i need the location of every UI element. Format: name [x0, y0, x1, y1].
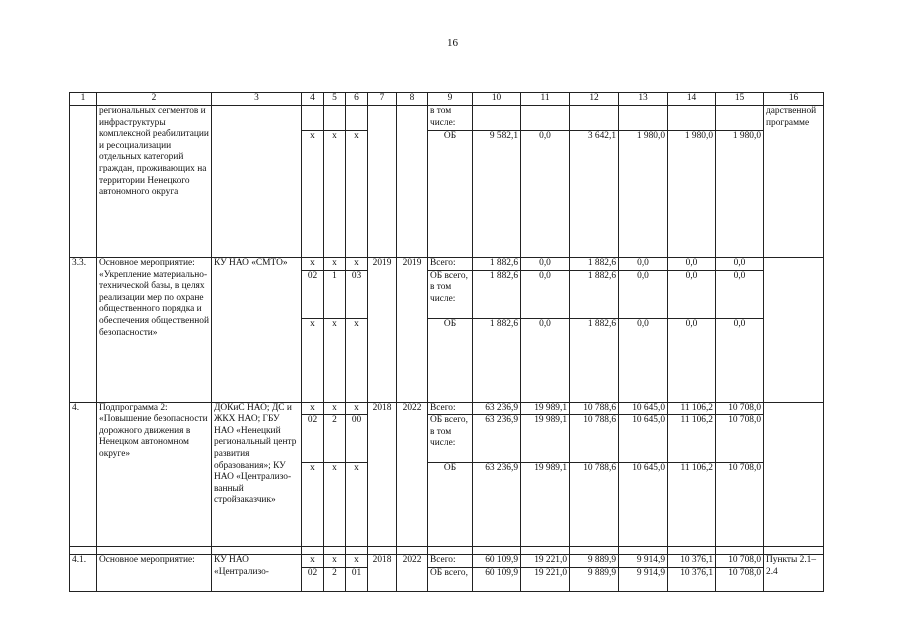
activity-name: региональных сегментов и инфраструктуры комплексной реабилитации и ресоциализации отдельных категорий граждан, проживающих на территории Ненецкого автономного округа: [97, 106, 212, 258]
header-cell: 8: [397, 93, 428, 106]
value-cell: 10 788,6: [570, 463, 619, 547]
note-cell: Пункты 2.1–2.4: [764, 555, 824, 592]
code-cell: х: [302, 463, 324, 547]
value-cell: 0,0: [619, 258, 668, 271]
code-cell: х: [324, 555, 346, 568]
row-number: 4.1.: [70, 555, 97, 592]
value-cell: 19 989,1: [521, 402, 570, 415]
value-cell: 60 109,9: [473, 567, 521, 591]
value-cell: 1 980,0: [668, 131, 716, 258]
value-cell: 9 889,9: [570, 555, 619, 568]
source-label: ОБ: [428, 463, 473, 547]
value-cell: 63 236,9: [473, 402, 521, 415]
value-cell: 10 788,6: [570, 402, 619, 415]
code-cell: х: [346, 555, 368, 568]
value-cell: 0,0: [668, 258, 716, 271]
year-start: 2018: [368, 555, 397, 592]
code-cell: 01: [346, 567, 368, 591]
source-label: ОБ всего, в том числе:: [428, 415, 473, 463]
header-cell: 7: [368, 93, 397, 106]
executor-cell: ДОКиС НАО; ДС и ЖКХ НАО; ГБУ НАО «Ненецкий региональный центр развития образования»; КУ НАО «Централизо- ванный стройзаказчик»: [212, 402, 302, 547]
code-cell: х: [346, 463, 368, 547]
code-cell: х: [324, 402, 346, 415]
value-cell: 10 708,0: [716, 415, 764, 463]
source-label: ОБ всего, в том числе:: [428, 270, 473, 318]
value-cell: 10 376,1: [668, 567, 716, 591]
header-cell: 9: [428, 93, 473, 106]
value-cell: 1 980,0: [619, 131, 668, 258]
source-label: ОБ всего,: [428, 567, 473, 591]
code-cell: х: [346, 318, 368, 402]
code-cell: 03: [346, 270, 368, 318]
table-row: [70, 258, 824, 271]
value-cell: 9 914,9: [619, 555, 668, 568]
code-cell: 1: [324, 270, 346, 318]
value-cell: 1 882,6: [570, 270, 619, 318]
budget-table: [69, 92, 824, 592]
executor-cell: КУ НАО «СМТО»: [212, 258, 302, 403]
year-start: 2019: [368, 258, 397, 403]
code-cell: х: [302, 555, 324, 568]
code-cell: 00: [346, 415, 368, 463]
header-cell: 12: [570, 93, 619, 106]
code-cell: х: [346, 402, 368, 415]
source-label: Всего:: [428, 258, 473, 271]
executor-cell: КУ НАО «Централизо-: [212, 555, 302, 592]
table-row: [70, 106, 824, 131]
table-row: [70, 402, 824, 415]
spacer-row: [70, 547, 824, 555]
value-cell: 11 106,2: [668, 415, 716, 463]
value-cell: 11 106,2: [668, 463, 716, 547]
value-cell: 60 109,9: [473, 555, 521, 568]
value-cell: 11 106,2: [668, 402, 716, 415]
header-cell: 6: [346, 93, 368, 106]
value-cell: 1 882,6: [570, 258, 619, 271]
value-cell: 1 882,6: [570, 318, 619, 402]
table-row: [70, 555, 824, 568]
value-cell: 0,0: [716, 270, 764, 318]
value-cell: 0,0: [619, 318, 668, 402]
header-cell: 11: [521, 93, 570, 106]
value-cell: 9 889,9: [570, 567, 619, 591]
year-end: 2022: [397, 402, 428, 547]
value-cell: 63 236,9: [473, 415, 521, 463]
code-cell: х: [324, 258, 346, 271]
code-cell: х: [302, 402, 324, 415]
source-label: в том числе:: [428, 106, 473, 131]
header-cell: 3: [212, 93, 302, 106]
value-cell: 0,0: [668, 270, 716, 318]
code-cell: 02: [302, 567, 324, 591]
value-cell: 9 582,1: [473, 131, 521, 258]
code-cell: х: [324, 463, 346, 547]
source-label: Всего:: [428, 555, 473, 568]
code-cell: х: [302, 258, 324, 271]
value-cell: 0,0: [521, 131, 570, 258]
header-cell: 5: [324, 93, 346, 106]
code-cell: х: [324, 318, 346, 402]
code-cell: х: [346, 131, 368, 258]
header-cell: 13: [619, 93, 668, 106]
source-label: Всего:: [428, 402, 473, 415]
code-cell: 02: [302, 270, 324, 318]
value-cell: 10 708,0: [716, 555, 764, 568]
row-number: 3.3.: [70, 258, 97, 403]
header-cell: 2: [97, 93, 212, 106]
code-cell: х: [302, 318, 324, 402]
value-cell: 10 708,0: [716, 567, 764, 591]
value-cell: 10 645,0: [619, 463, 668, 547]
note-cell: дарственной программе: [764, 106, 824, 258]
value-cell: 1 882,6: [473, 270, 521, 318]
year-end: 2022: [397, 555, 428, 592]
value-cell: 10 376,1: [668, 555, 716, 568]
code-cell: 2: [324, 567, 346, 591]
value-cell: 0,0: [521, 270, 570, 318]
value-cell: 1 882,6: [473, 318, 521, 402]
value-cell: 10 708,0: [716, 463, 764, 547]
value-cell: 0,0: [521, 318, 570, 402]
row-number: 4.: [70, 402, 97, 547]
value-cell: 19 989,1: [521, 463, 570, 547]
activity-name: Основное мероприятие:: [97, 555, 212, 592]
header-cell: 16: [764, 93, 824, 106]
header-cell: 14: [668, 93, 716, 106]
code-cell: 02: [302, 415, 324, 463]
value-cell: 1 882,6: [473, 258, 521, 271]
value-cell: 0,0: [619, 270, 668, 318]
activity-name: Основное мероприятие: «Укрепление материально- технической базы, в целях реализации мер по охране общественного порядка и обеспечения общественной безопасности»: [97, 258, 212, 403]
source-label: ОБ: [428, 318, 473, 402]
header-cell: 10: [473, 93, 521, 106]
value-cell: 1 980,0: [716, 131, 764, 258]
value-cell: 63 236,9: [473, 463, 521, 547]
header-row: [70, 93, 824, 106]
code-cell: х: [346, 258, 368, 271]
value-cell: 0,0: [716, 258, 764, 271]
source-label: ОБ: [428, 131, 473, 258]
page-number: 16: [447, 37, 458, 49]
header-cell: 4: [302, 93, 324, 106]
code-cell: х: [324, 131, 346, 258]
header-cell: 15: [716, 93, 764, 106]
value-cell: 19 989,1: [521, 415, 570, 463]
value-cell: 3 642,1: [570, 131, 619, 258]
value-cell: 19 221,0: [521, 555, 570, 568]
value-cell: 10 708,0: [716, 402, 764, 415]
code-cell: х: [302, 131, 324, 258]
year-start: 2018: [368, 402, 397, 547]
value-cell: 10 645,0: [619, 402, 668, 415]
value-cell: 10 645,0: [619, 415, 668, 463]
year-end: 2019: [397, 258, 428, 403]
value-cell: 9 914,9: [619, 567, 668, 591]
code-cell: 2: [324, 415, 346, 463]
value-cell: 10 788,6: [570, 415, 619, 463]
activity-name: Подпрограмма 2: «Повышение безопасности дорожного движения в Ненецком автономном округе»: [97, 402, 212, 547]
value-cell: 0,0: [668, 318, 716, 402]
value-cell: 0,0: [521, 258, 570, 271]
header-cell: 1: [70, 93, 97, 106]
value-cell: 19 221,0: [521, 567, 570, 591]
value-cell: 0,0: [716, 318, 764, 402]
